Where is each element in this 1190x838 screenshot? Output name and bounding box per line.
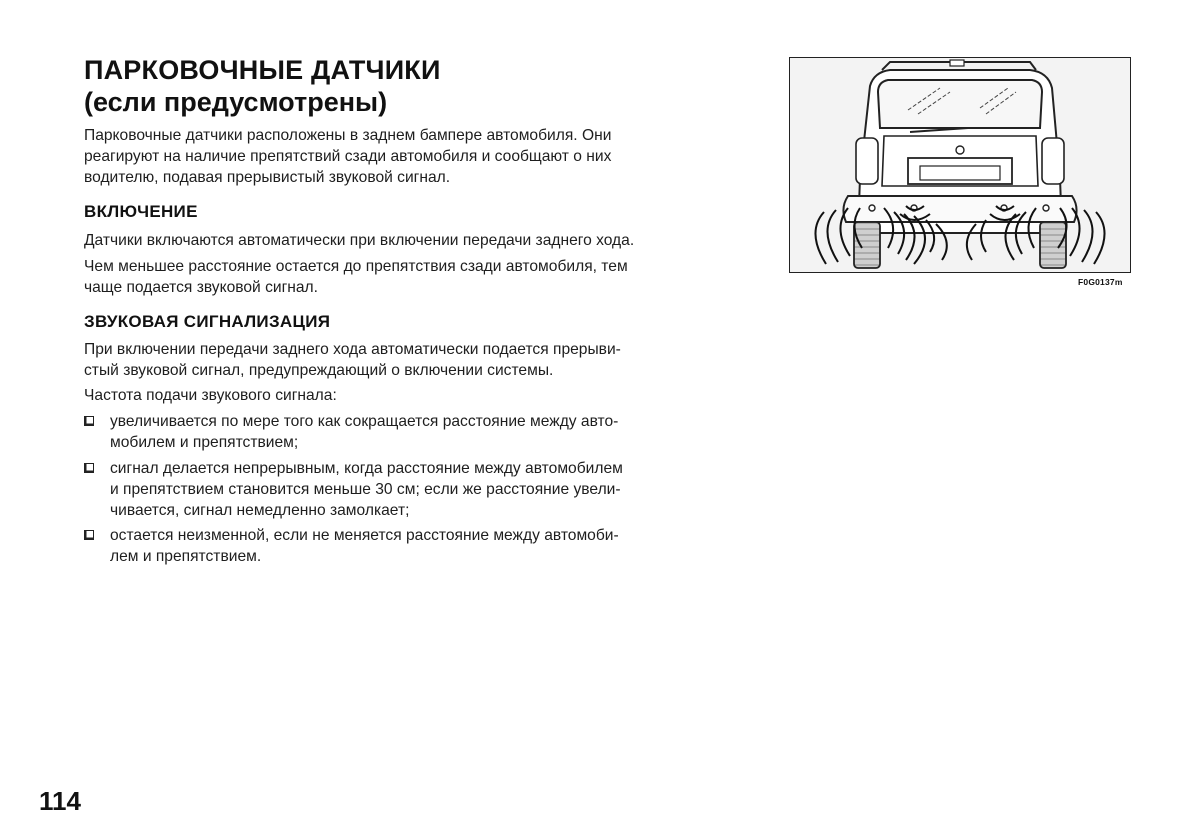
car-rear-parking-sensors-illustration xyxy=(789,57,1131,273)
intro-paragraph xyxy=(84,125,744,188)
bullet-line: и препятствием становится меньше 30 см; если же расстояние увели- xyxy=(110,481,621,498)
bullet-line: лем и препятствием. xyxy=(110,548,262,565)
section-heading-activation: ВКЛЮЧЕНИЕ xyxy=(84,202,198,221)
figure-code: F0G0137m xyxy=(1078,277,1123,287)
section-heading-sound-signal: ЗВУКОВАЯ СИГНАЛИЗАЦИЯ xyxy=(84,312,331,331)
sound-paragraph-1 xyxy=(84,339,744,381)
paragraph-line: стый звуковой сигнал, предупреждающий о включении системы. xyxy=(84,362,554,379)
activation-paragraph-2 xyxy=(84,256,744,298)
intro-line: водителю, подавая прерывистый звуковой сигнал. xyxy=(84,169,451,186)
page-title: ПАРКОВОЧНЫЕ ДАТЧИКИ xyxy=(84,55,441,85)
sound-paragraph-2: Частота подачи звукового сигнала: xyxy=(84,387,337,404)
paragraph-line: Чем меньшее расстояние остается до препятствия сзади автомобиля, тем xyxy=(84,258,628,275)
intro-line: Парковочные датчики расположены в заднем бампере автомобиля. Они xyxy=(84,127,612,144)
list-item xyxy=(84,411,744,453)
checkbox-bullet-icon xyxy=(84,463,94,473)
bullet-line: чивается, сигнал немедленно замолкает; xyxy=(110,502,410,519)
intro-line: реагируют на наличие препятствий сзади автомобиля и сообщают о них xyxy=(84,148,612,165)
bullet-line: сигнал делается непрерывным, когда расстояние между автомобилем xyxy=(110,460,623,477)
checkbox-bullet-icon xyxy=(84,530,94,540)
activation-paragraph-1: Датчики включаются автоматически при включении передачи заднего хода. xyxy=(84,232,635,249)
bullet-line: увеличивается по мере того как сокращается расстояние между авто- xyxy=(110,413,619,430)
paragraph-line: При включении передачи заднего хода автоматически подается прерыви- xyxy=(84,341,621,358)
car-rear-icon xyxy=(790,58,1131,273)
page-number: 114 xyxy=(39,786,81,816)
page-subtitle: (если предусмотрены) xyxy=(84,87,388,117)
paragraph-line: чаще подается звуковой сигнал. xyxy=(84,279,318,296)
bullet-line: мобилем и препятствием; xyxy=(110,434,299,451)
list-item xyxy=(84,458,744,521)
list-item xyxy=(84,525,744,567)
checkbox-bullet-icon xyxy=(84,416,94,426)
bullet-line: остается неизменной, если не меняется расстояние между автомоби- xyxy=(110,527,619,544)
